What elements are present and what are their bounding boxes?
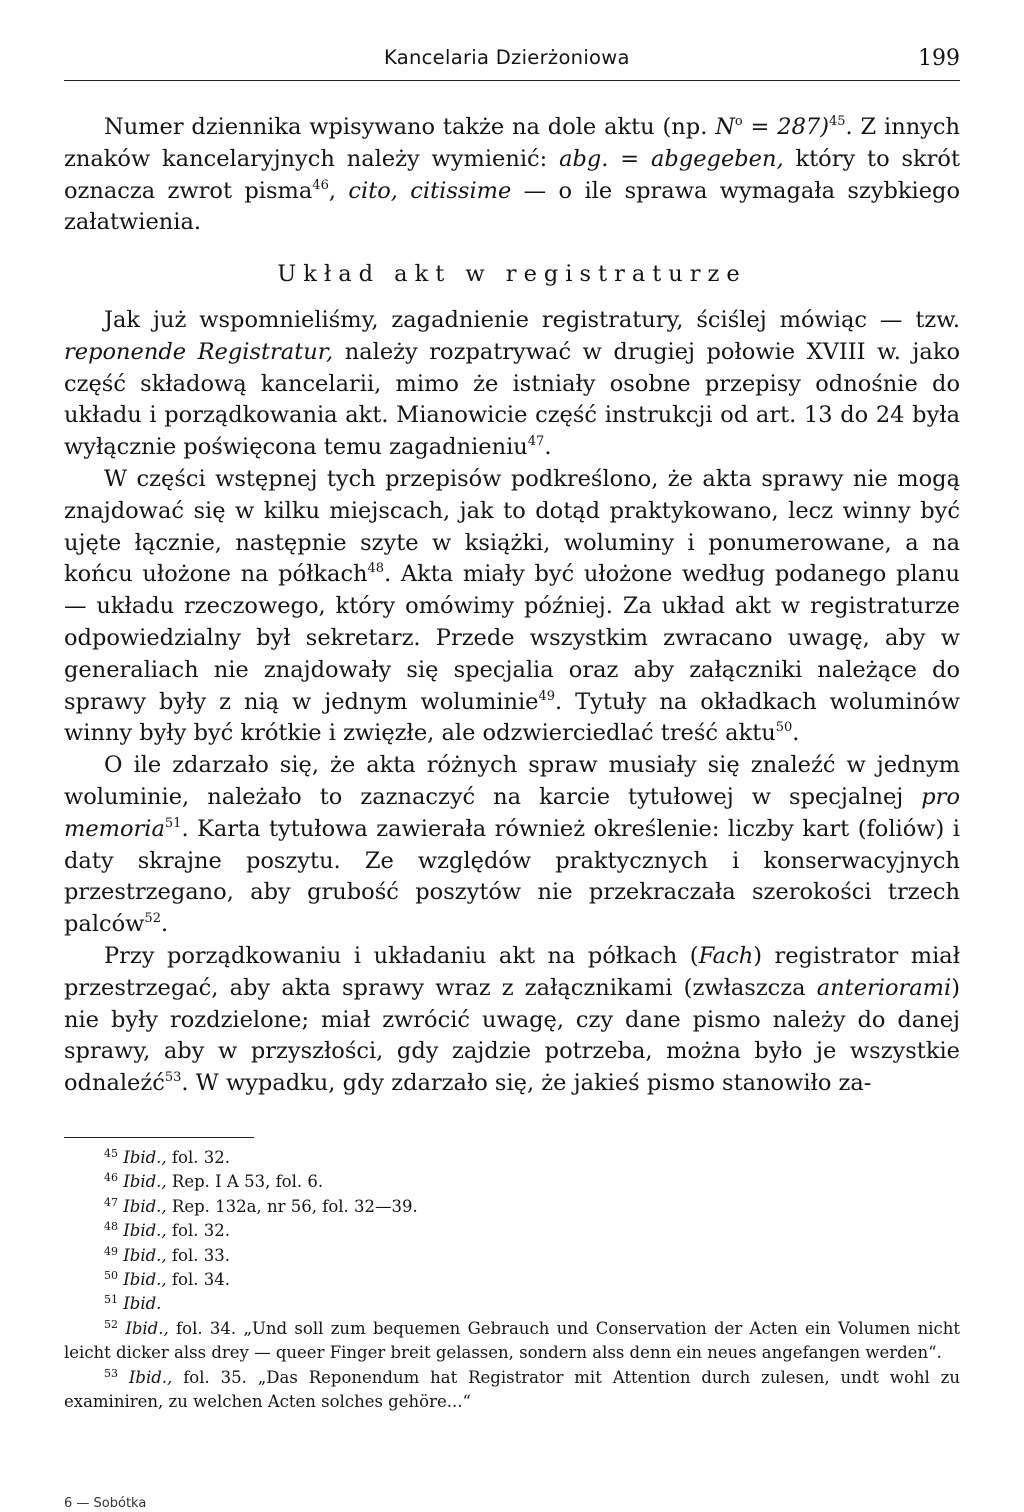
- footnote-number: 46: [104, 1171, 118, 1185]
- footnote-text: fol. 32.: [166, 1221, 230, 1241]
- paragraph-1: [64, 112, 960, 239]
- superscript-o: o: [734, 114, 743, 129]
- italic-run: cito, citissime: [348, 177, 512, 204]
- footnote-ref: 49: [538, 688, 556, 704]
- footnote-text: fol. 34. „Und soll zum bequemen Gebrauch und Conservation der Acten ein Volumen nicht leicht dicker alss drey — queer Finger breit gelassen, sondern alss denn ein neues angefangen werden“.: [64, 1318, 960, 1363]
- section-heading: Układ akt w registraturze: [277, 261, 747, 288]
- italic-run: Ibid.,: [123, 1148, 167, 1167]
- footnote-48: [64, 1219, 960, 1243]
- italic-run: 287): [777, 114, 829, 140]
- text-run: . Akta miały być ułożone według podanego planu — układu rzeczowego, który omówimy później. Za układ akt w registraturze odpowiedzialny był sekretarz. Przede wszystkim zwracano uwagę, aby w generaliach nie znajdowały się specjalia oraz aby załączniki należące do sprawy były z nią w jednym woluminie: [64, 561, 960, 715]
- footnote-45: [64, 1146, 960, 1170]
- footnote-47: [64, 1195, 960, 1219]
- footnote-46: [64, 1170, 960, 1194]
- footnote-ref: 47: [527, 434, 545, 450]
- page-number: 199: [918, 46, 960, 71]
- text-run: ) nie były rozdzielone; miał zwrócić uwagę, czy dane pismo należy do danej sprawy, aby w przyszłości, gdy zajdzie potrzeba, można było je wszystkie odnaleźć: [64, 974, 960, 1097]
- italic-run: Ibid.,: [123, 1172, 167, 1192]
- footnote-ref: 50: [775, 720, 793, 736]
- running-header: [64, 44, 960, 81]
- text-run: .: [792, 720, 800, 747]
- footnote-number: 51: [104, 1293, 118, 1307]
- footnote-text: fol. 34.: [166, 1270, 230, 1290]
- text-run: Jak już wspomnieliśmy, zagadnienie registratury, ściślej mówiąc — tzw.: [104, 306, 960, 333]
- text-run: . Karta tytułowa zawierała również określenie: liczby kart (foliów) i daty skrajne poszytu. Ze względów praktycznych i konserwacyjnych przestrzegano, aby grubość poszytów nie przekraczała szerokości trzech palców: [64, 815, 960, 938]
- footnote-text: Rep. I A 53, fol. 6.: [166, 1172, 324, 1192]
- italic-run: Ibid.: [123, 1294, 162, 1314]
- text-run: . Tytuły na okładkach woluminów winny były być krótkie i zwięzłe, ale odzwierciedlać treść aktu: [64, 688, 960, 747]
- footnote-ref: 45: [828, 114, 846, 129]
- footnote-text: fol. 35. „Das Reponendum hat Registrator mit Attention durch zulesen, undt wohl zu examiniren, zu welchen Acten solches gehöre...“: [64, 1367, 960, 1412]
- footnote-ref: 52: [144, 911, 161, 927]
- text-run: .: [160, 911, 169, 938]
- italic-run: Ibid.,: [123, 1245, 167, 1265]
- text-run: . W wypadku, gdy zdarzało się, że jakieś pismo stanowiło za-: [181, 1070, 872, 1097]
- italic-run: Ibid.,: [125, 1318, 169, 1338]
- text-run: ,: [328, 177, 349, 204]
- footnote-number: 47: [104, 1195, 118, 1209]
- footnote-52: [64, 1317, 960, 1366]
- printer-signature-mark: 6 — Sobótka: [64, 1496, 147, 1511]
- paragraph-2: [64, 305, 960, 464]
- footnote-divider: [64, 1137, 254, 1138]
- text-run: W części wstępnej tych przepisów podkreślono, że akta sprawy nie mogą znajdować się w kilku miejscach, jak to dotąd praktykowano, lecz winny być ujęte łącznie, następnie szyte w książki, woluminy i ponumerowane, a na końcu ułożone na półkach: [64, 465, 960, 588]
- text-run: ) registrator miał przestrzegać, aby akta sprawy wraz z załącznikami (zwłaszcza: [64, 942, 960, 1001]
- footnote-51: [64, 1292, 960, 1316]
- main-text: [64, 112, 960, 1100]
- footnote-text: Rep. 132a, nr 56, fol. 32—39.: [166, 1196, 418, 1216]
- text-run: — o ile sprawa wymagała szybkiego załatwienia.: [64, 177, 960, 236]
- italic-run: abg.: [559, 145, 609, 172]
- footnote-number: 48: [104, 1220, 118, 1234]
- paragraph-5: [64, 941, 960, 1100]
- footnotes: [64, 1146, 960, 1414]
- text-run: O ile zdarzało się, że akta różnych spraw musiały się znaleźć w jednym woluminie, należało to zaznaczyć na karcie tytułowej w specjalnej: [64, 752, 960, 810]
- footnote-ref: 48: [367, 561, 385, 577]
- footnote-number: 52: [104, 1317, 118, 1331]
- text-run: . Z innych znaków kancelaryjnych należy wymienić:: [64, 114, 960, 172]
- paragraph-4: [64, 750, 960, 941]
- italic-run: pro memoria: [64, 783, 960, 842]
- italic-run: anteriorami: [816, 974, 952, 1001]
- text-run: =: [742, 114, 778, 140]
- footnote-49: [64, 1244, 960, 1268]
- italic-run: Ibid.,: [123, 1196, 167, 1216]
- footnote-ref: 53: [164, 1070, 182, 1086]
- text-run: =: [608, 145, 652, 172]
- text-run: Numer dziennika wpisywano także na dole aktu (np.: [104, 114, 716, 140]
- footnote-number: 49: [104, 1244, 118, 1258]
- footnote-50: [64, 1268, 960, 1292]
- text-run: .: [544, 434, 552, 461]
- text-run: który to skrót oznacza zwrot pisma: [64, 145, 960, 204]
- footnote-53: [64, 1366, 960, 1415]
- italic-run: Ibid.,: [128, 1367, 173, 1387]
- paragraph-3: [64, 464, 960, 750]
- footnote-ref: 51: [164, 815, 182, 831]
- footnote-text: fol. 33.: [166, 1245, 230, 1265]
- text-run: Przy porządkowaniu i układaniu akt na półkach (: [104, 942, 699, 969]
- footnote-text: fol. 32.: [166, 1148, 230, 1167]
- italic-run: Ibid.,: [123, 1221, 167, 1241]
- footnote-ref: 46: [312, 177, 329, 193]
- italic-run: reponende Registratur,: [64, 338, 334, 365]
- italic-run: N: [715, 114, 735, 140]
- running-title: Kancelaria Dzierżoniowa: [384, 46, 630, 69]
- italic-run: Ibid.,: [123, 1270, 167, 1290]
- footnote-number: 45: [104, 1147, 118, 1160]
- footnote-number: 53: [104, 1366, 118, 1380]
- italic-run: Fach: [698, 942, 754, 969]
- italic-run: abgegeben,: [651, 145, 784, 172]
- footnote-number: 50: [104, 1269, 118, 1283]
- text-run: należy rozpatrywać w drugiej połowie XVIII w. jako część składową kancelarii, mimo że istniały osobne przepisy odnośnie do układu i porządkowania akt. Mianowicie część instrukcji od art. 13 do 24 była wyłącznie poświęcona temu zagadnieniu: [64, 338, 960, 461]
